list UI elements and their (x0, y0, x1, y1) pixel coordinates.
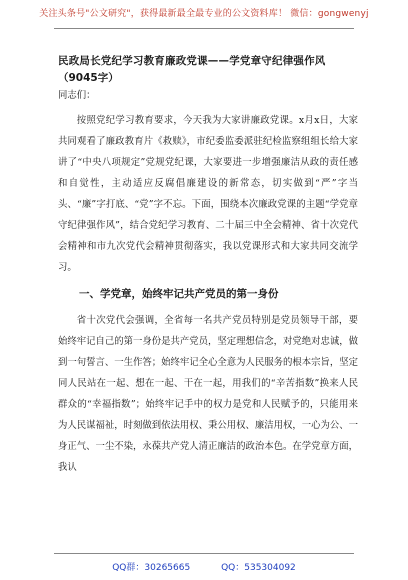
document-title: 民政局长党纪学习教育廉政党课——学党章守纪律强作风 (58, 55, 326, 67)
footer-divider (54, 553, 354, 554)
paragraph-section-1: 省十次党代会强调，全省每一名共产党员特别是党员领导干部，要始终牢记自己的第一身份是共产党员，坚定理想信念，对党绝对忠诚，做到一句誓言、一生作答；始终牢记全心全意为人民服务的根本宗旨，坚定同人民站在一起、想在一起、干在一起，用我们的“辛苦指数”换来人民群众的“幸福指数”；始终牢记手中的权力是党和人民赋予的，只能用来为人民谋福祉，时刻做到依法用权、秉公用权、廉洁用权，一心为公、一身正气、一尘不染，永葆共产党人清正廉洁的政治本色。在学党章方面，我认 (58, 315, 359, 473)
document-subtitle: （9045字） (58, 72, 119, 84)
document-body (58, 52, 358, 478)
footer-qq-group: QQ群：30265665 (112, 563, 191, 573)
header-banner: 关注头条号"公文研究"，获得最新最全最专业的公文资料库！ 微信：gongwenyj (39, 9, 369, 19)
header-divider (54, 28, 354, 29)
footer-qq: QQ：535304092 (221, 563, 296, 573)
salutation: 同志们： (58, 90, 96, 101)
paragraph-intro: 按照党纪学习教育要求，今天我为大家讲廉政党课。x月x日，大家共同观看了廉政教育片《救赎》，市纪委监委派驻纪检监察组组长给大家讲了“中央八项规定”党规党纪课，大家要进一步增强廉洁从政的责任感和自觉性，主动适应反腐倡廉建设的新常态，切实做到“严”字当头、“廉”字打底、“党”字不忘。下面，围绕本次廉政党课的主题“学党章守纪律强作风”，结合党纪学习教育、二十届三中全会精神、省十次党代会精神和市九次党代会精神贯彻落实，我以党课形式和大家共同交流学习。 (58, 115, 358, 273)
section-heading-1: 一、学党章，始终牢记共产党员的第一身份 (79, 288, 279, 300)
footer (0, 560, 408, 573)
